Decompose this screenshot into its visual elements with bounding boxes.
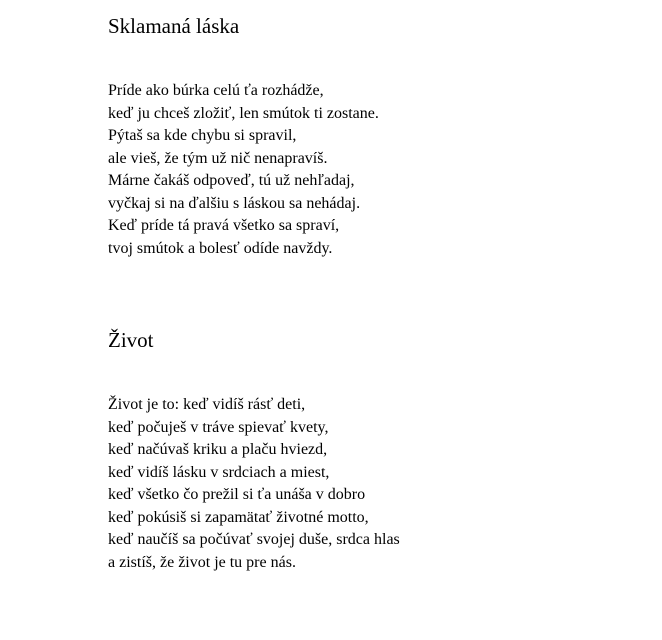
poem-title: Život [108, 328, 154, 352]
poem-title: Sklamaná láska [108, 14, 240, 38]
poem-line: keď vidíš lásku v srdciach a miest, [108, 463, 330, 481]
poem-line: Život je to: keď vidíš rásť deti, [108, 396, 306, 413]
poem-sklamana-laska [108, 12, 379, 260]
poem-line: keď pokúsiš si zapamätať životné motto, [108, 508, 369, 526]
poem-line: Pýtaš sa kde chybu si spravil, [108, 127, 297, 144]
poem-line: keď počuješ v tráve spievať kvety, [108, 418, 329, 436]
poem-line: Márne čakáš odpoveď, tú už nehľadaj, [108, 172, 355, 189]
poem-line: keď naučíš sa počúvať svojej duše, srdca hlas [108, 531, 400, 548]
poem-line: keď všetko čo prežil si ťa unáša v dobro [108, 486, 366, 503]
poem-line: Príde ako búrka celú ťa rozhádže, [108, 82, 324, 99]
poem-line: Keď príde tá pravá všetko sa spraví, [108, 217, 340, 234]
poem-line: a zistíš, že život je tu pre nás. [108, 553, 296, 571]
poem-line: ale vieš, že tým už nič nenapravíš. [108, 149, 328, 167]
poem-stanza [108, 80, 379, 260]
poem-line: keď ju chceš zložiť, len smútok ti zostane. [108, 104, 379, 122]
poem-line: tvoj smútok a bolesť odíde navždy. [108, 239, 333, 257]
poem-zivot [108, 326, 400, 574]
poem-line: keď načúvaš kriku a plaču hviezd, [108, 441, 328, 458]
poem-line: vyčkaj si na ďalšiu s láskou sa nehádaj. [108, 194, 361, 212]
poem-stanza [108, 394, 400, 574]
